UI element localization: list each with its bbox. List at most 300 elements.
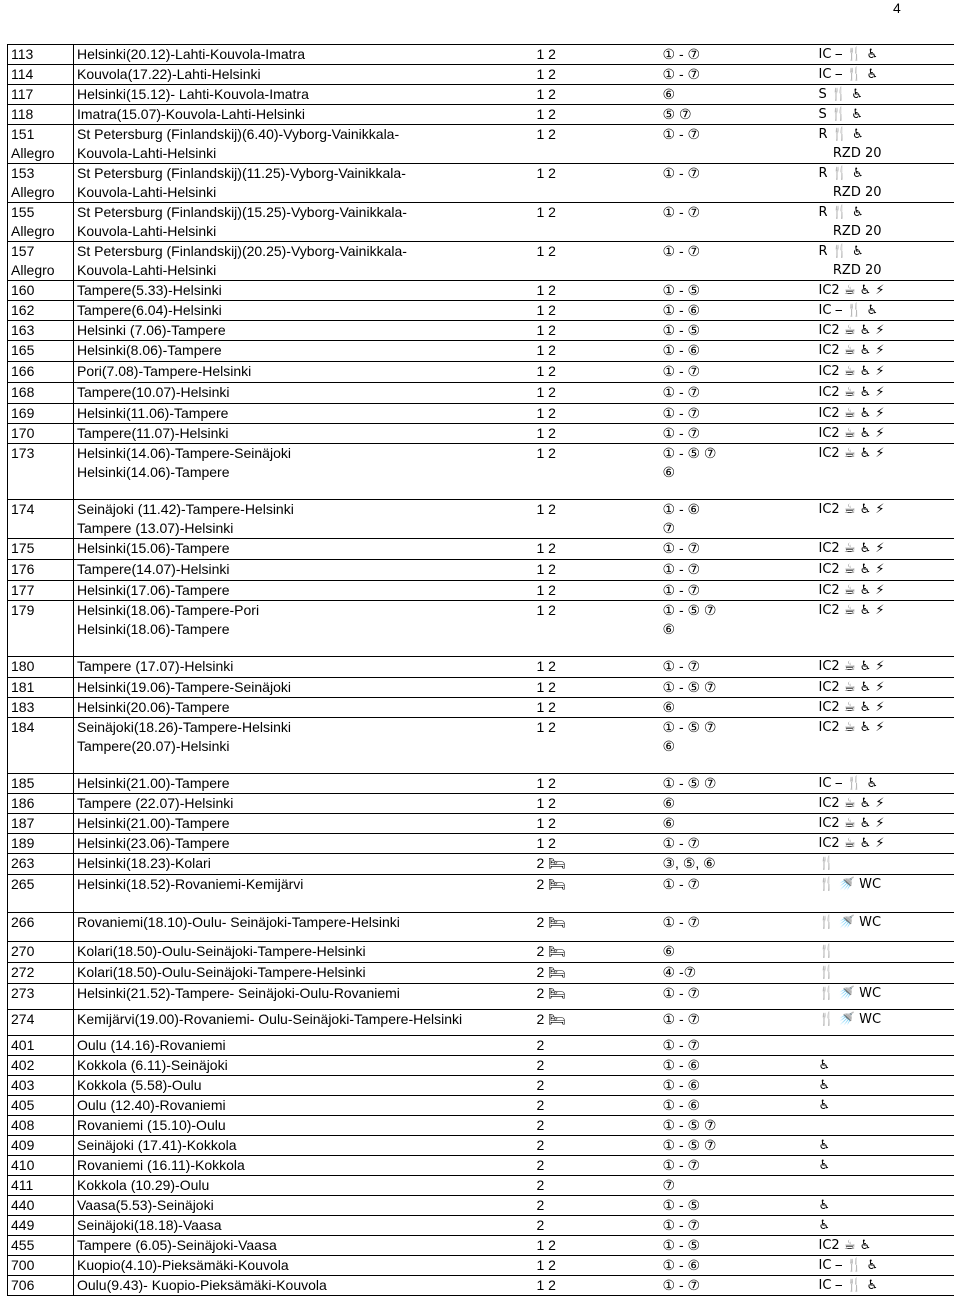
table-row (8, 1056, 954, 1076)
route-cell (74, 281, 534, 301)
services-cell (816, 1076, 954, 1096)
services-cell (816, 1096, 954, 1116)
service-icons: IC2 ☕ ♿ ⚡ (818, 562, 885, 577)
service-icons: IC2 ☕ ♿ ⚡ (818, 541, 885, 556)
route-line: St Petersburg (Finlandskij)(6.40)-Vyborg-Vainikkala- (77, 126, 400, 142)
train-number-cell (8, 1056, 74, 1076)
services-cell (816, 125, 954, 164)
days-cell (660, 1176, 816, 1196)
table-row (8, 1136, 954, 1156)
train-number: 440 (11, 1197, 35, 1213)
services-cell (816, 444, 954, 500)
days-cell (660, 1116, 816, 1136)
service-icons: IC2 ☕ ♿ ⚡ (818, 406, 885, 421)
service-icons: IC2 ☕ ♿ ⚡ (818, 659, 885, 674)
services-cell (816, 45, 954, 65)
table-row (8, 942, 954, 963)
route-cell (74, 85, 534, 105)
table-row (8, 362, 954, 383)
route-cell (74, 444, 534, 500)
train-number-cell (8, 963, 74, 984)
route-cell (74, 718, 534, 774)
route-line: Helsinki(18.06)-Tampere (77, 621, 230, 637)
train-number: 162 (11, 302, 35, 318)
travel-class: 2 (536, 1077, 545, 1093)
days-cell (660, 301, 816, 321)
train-number-cell (8, 1036, 74, 1056)
table-row (8, 341, 954, 362)
operating-days: ① - ⑦ (662, 540, 701, 556)
days-cell (660, 362, 816, 383)
route-line: Rovaniemi (15.10)-Oulu (77, 1117, 226, 1133)
travel-class: 1 2 (536, 282, 556, 298)
train-number-cell (8, 45, 74, 65)
operating-days: ① - ⑤ ⑦ (662, 445, 717, 461)
days-cell (660, 1036, 816, 1056)
route-line: Tampere (17.07)-Helsinki (77, 658, 234, 674)
days-cell (660, 383, 816, 404)
train-number-cell (8, 341, 74, 362)
table-row (8, 834, 954, 854)
class-cell (534, 424, 660, 444)
route-cell (74, 105, 534, 125)
train-number-cell (8, 774, 74, 794)
class-cell (534, 301, 660, 321)
table-row (8, 45, 954, 65)
travel-class: 2 🛏 (536, 964, 566, 980)
route-line: Helsinki(21.00)-Tampere (77, 775, 230, 791)
services-cell (816, 1236, 954, 1256)
train-number-cell (8, 1096, 74, 1116)
travel-class: 1 2 (536, 204, 556, 220)
train-number-cell (8, 913, 74, 942)
service-icons: 🍴 🚿 WC (818, 1012, 882, 1027)
class-cell (534, 1056, 660, 1076)
operating-days: ① - ⑦ (662, 582, 701, 598)
table-row (8, 774, 954, 794)
travel-class: 2 🛏 (536, 855, 566, 871)
days-cell (660, 854, 816, 875)
train-number: 706 (11, 1277, 35, 1293)
services-cell (816, 657, 954, 678)
table-row (8, 1076, 954, 1096)
class-cell (534, 601, 660, 657)
operating-days: ⑥ (662, 621, 676, 637)
table-row (8, 854, 954, 875)
services-cell (816, 963, 954, 984)
route-line: Kokkola (10.29)-Oulu (77, 1177, 210, 1193)
operating-days: ① - ⑤ (662, 282, 701, 298)
service-icons: IC2 ☕ ♿ (818, 1238, 872, 1253)
route-line: St Petersburg (Finlandskij)(20.25)-Vyborg-Vainikkala- (77, 243, 407, 259)
class-cell (534, 1096, 660, 1116)
operating-days: ① - ⑥ (662, 1097, 701, 1113)
days-cell (660, 1136, 816, 1156)
train-number: 151 (11, 126, 35, 142)
class-cell (534, 698, 660, 718)
route-line: Tampere(6.04)-Helsinki (77, 302, 222, 318)
train-number: 114 (11, 66, 34, 82)
travel-class: 1 2 (536, 1277, 556, 1293)
route-line: Kokkola (5.58)-Oulu (77, 1077, 202, 1093)
travel-class: 1 2 (536, 322, 556, 338)
table-row (8, 301, 954, 321)
operating-days: ① - ⑤ ⑦ (662, 679, 717, 695)
travel-class: 2 🛏 (536, 914, 566, 930)
services-cell (816, 1256, 954, 1276)
route-line: Tampere(14.07)-Helsinki (77, 561, 230, 577)
table-row (8, 203, 954, 242)
train-number-cell (8, 1256, 74, 1276)
services-cell (816, 1156, 954, 1176)
rzd-class-label: RZD 20 (832, 224, 882, 239)
services-cell (816, 1276, 954, 1296)
table-row (8, 105, 954, 125)
route-cell (74, 854, 534, 875)
route-cell (74, 65, 534, 85)
operating-days: ⑥ (662, 795, 676, 811)
table-row (8, 1096, 954, 1116)
travel-class: 2 🛏 (536, 943, 566, 959)
route-cell (74, 875, 534, 913)
route-line: Helsinki (7.06)-Tampere (77, 322, 226, 338)
route-cell (74, 814, 534, 834)
route-line: Tampere(5.33)-Helsinki (77, 282, 222, 298)
operating-days: ① - ⑦ (662, 1011, 701, 1027)
days-cell (660, 1096, 816, 1116)
operating-days: ③, ⑤, ⑥ (662, 855, 716, 871)
class-cell (534, 1036, 660, 1056)
train-number: 168 (11, 384, 35, 400)
route-line: Kolari(18.50)-Oulu-Seinäjoki-Tampere-Helsinki (77, 964, 366, 980)
train-number: 270 (11, 943, 35, 959)
days-cell (660, 657, 816, 678)
train-number: 401 (11, 1037, 35, 1053)
table-row (8, 424, 954, 444)
table-row (8, 581, 954, 601)
travel-class: 2 (536, 1177, 545, 1193)
travel-class: 1 2 (536, 602, 556, 618)
class-cell (534, 718, 660, 774)
services-cell (816, 383, 954, 404)
route-cell (74, 242, 534, 281)
operating-days: ⑤ ⑦ (662, 106, 692, 122)
days-cell (660, 85, 816, 105)
operating-days: ① - ⑤ (662, 322, 701, 338)
service-icons: R 🍴 ♿ (818, 205, 864, 220)
service-icons: IC2 ☕ ♿ ⚡ (818, 446, 885, 461)
route-line: Kouvola-Lahti-Helsinki (77, 223, 217, 239)
route-line: Helsinki(23.06)-Tampere (77, 835, 230, 851)
services-cell (816, 698, 954, 718)
route-line: Helsinki(17.06)-Tampere (77, 582, 230, 598)
route-cell (74, 1176, 534, 1196)
train-number-cell (8, 1136, 74, 1156)
days-cell (660, 678, 816, 698)
route-cell (74, 581, 534, 601)
train-number: 409 (11, 1137, 35, 1153)
table-row (8, 601, 954, 657)
days-cell (660, 794, 816, 814)
services-cell (816, 1216, 954, 1236)
train-number-cell (8, 1176, 74, 1196)
route-line: Tampere(10.07)-Helsinki (77, 384, 230, 400)
train-number-cell (8, 601, 74, 657)
operating-days: ⑥ (662, 699, 676, 715)
class-cell (534, 854, 660, 875)
service-icons: 🍴 🚿 WC (818, 877, 882, 892)
table-row (8, 875, 954, 913)
table-row (8, 718, 954, 774)
train-number: 165 (11, 342, 35, 358)
travel-class: 2 (536, 1217, 545, 1233)
operating-days: ① - ⑦ (662, 363, 701, 379)
travel-class: 1 2 (536, 405, 556, 421)
train-number-cell (8, 814, 74, 834)
operating-days: ① - ⑦ (662, 66, 701, 82)
services-cell (816, 814, 954, 834)
operating-days: ① - ⑦ (662, 384, 701, 400)
table-row (8, 560, 954, 581)
route-line: Tampere(11.07)-Helsinki (77, 425, 229, 441)
travel-class: 2 (536, 1137, 545, 1153)
services-cell (816, 321, 954, 341)
table-row (8, 794, 954, 814)
train-brand: Allegro (11, 223, 55, 239)
services-cell (816, 875, 954, 913)
table-row (8, 539, 954, 560)
train-number-cell (8, 65, 74, 85)
service-icons: IC ⎯ 🍴 ♿ (818, 303, 879, 318)
route-line: Kemijärvi(19.00)-Rovaniemi- Oulu-Seinäjoki-Tampere-Helsinki (77, 1011, 463, 1027)
class-cell (534, 164, 660, 203)
travel-class: 1 2 (536, 699, 556, 715)
page-number: 4 (893, 0, 901, 16)
route-line: Helsinki(21.00)-Tampere (77, 815, 230, 831)
service-icons: ♿ (818, 1218, 831, 1233)
travel-class: 1 2 (536, 342, 556, 358)
train-number: 176 (11, 561, 35, 577)
days-cell (660, 65, 816, 85)
days-cell (660, 963, 816, 984)
train-number-cell (8, 444, 74, 500)
services-cell (816, 1196, 954, 1216)
operating-days: ⑥ (662, 738, 676, 754)
travel-class: 1 2 (536, 165, 556, 181)
operating-days: ① - ⑥ (662, 501, 701, 517)
train-number: 405 (11, 1097, 35, 1113)
services-cell (816, 794, 954, 814)
table-row (8, 85, 954, 105)
route-line: Helsinki(14.06)-Tampere-Seinäjoki (77, 445, 291, 461)
train-number: 169 (11, 405, 35, 421)
days-cell (660, 203, 816, 242)
train-number-cell (8, 942, 74, 963)
service-icons: IC ⎯ 🍴 ♿ (818, 67, 879, 82)
services-cell (816, 404, 954, 424)
route-cell (74, 383, 534, 404)
travel-class: 1 2 (536, 561, 556, 577)
route-line: Kouvola-Lahti-Helsinki (77, 262, 217, 278)
operating-days: ⑥ (662, 943, 676, 959)
travel-class: 2 (536, 1097, 545, 1113)
days-cell (660, 913, 816, 942)
table-row (8, 1216, 954, 1236)
table-row (8, 281, 954, 301)
route-line: Tampere (13.07)-Helsinki (77, 520, 234, 536)
days-cell (660, 1010, 816, 1036)
route-line: Helsinki(15.06)-Tampere (77, 540, 230, 556)
train-number: 157 (11, 243, 35, 259)
rzd-class-label: RZD 20 (832, 146, 882, 161)
table-row (8, 913, 954, 942)
route-line: Kouvola-Lahti-Helsinki (77, 145, 217, 161)
train-number: 166 (11, 363, 35, 379)
service-icons: ♿ (818, 1078, 831, 1093)
operating-days: ① - ⑤ (662, 1237, 701, 1253)
class-cell (534, 834, 660, 854)
rzd-class-label: RZD 20 (832, 185, 882, 200)
class-cell (534, 942, 660, 963)
train-number-cell (8, 1156, 74, 1176)
class-cell (534, 774, 660, 794)
operating-days: ① - ⑦ (662, 985, 701, 1001)
services-cell (816, 203, 954, 242)
operating-days: ① - ⑤ ⑦ (662, 602, 717, 618)
train-number-cell (8, 1236, 74, 1256)
services-cell (816, 581, 954, 601)
route-line: Helsinki(8.06)-Tampere (77, 342, 222, 358)
travel-class: 1 2 (536, 835, 556, 851)
route-line: Kolari(18.50)-Oulu-Seinäjoki-Tampere-Helsinki (77, 943, 366, 959)
class-cell (534, 85, 660, 105)
train-brand: Allegro (11, 145, 55, 161)
route-cell (74, 1196, 534, 1216)
train-number: 184 (11, 719, 35, 735)
travel-class: 1 2 (536, 775, 556, 791)
travel-class: 1 2 (536, 126, 556, 142)
days-cell (660, 560, 816, 581)
travel-class: 1 2 (536, 501, 556, 517)
route-cell (74, 1036, 534, 1056)
train-number-cell (8, 362, 74, 383)
operating-days: ① - ⑦ (662, 1157, 701, 1173)
operating-days: ① - ⑦ (662, 914, 701, 930)
class-cell (534, 444, 660, 500)
services-cell (816, 984, 954, 1010)
train-number-cell (8, 539, 74, 560)
operating-days: ⑦ (662, 1177, 676, 1193)
train-number: 265 (11, 876, 35, 892)
days-cell (660, 875, 816, 913)
travel-class: 1 2 (536, 540, 556, 556)
route-line: St Petersburg (Finlandskij)(11.25)-Vyborg-Vainikkala- (77, 165, 406, 181)
class-cell (534, 281, 660, 301)
route-line: Helsinki(21.52)-Tampere- Seinäjoki-Oulu-Rovaniemi (77, 985, 400, 1001)
class-cell (534, 362, 660, 383)
train-number-cell (8, 875, 74, 913)
service-icons: IC2 ☕ ♿ ⚡ (818, 796, 885, 811)
days-cell (660, 45, 816, 65)
operating-days: ① - ⑦ (662, 425, 701, 441)
route-cell (74, 1156, 534, 1176)
class-cell (534, 581, 660, 601)
train-number: 408 (11, 1117, 35, 1133)
route-line: Oulu (12.40)-Rovaniemi (77, 1097, 226, 1113)
travel-class: 1 2 (536, 86, 556, 102)
class-cell (534, 242, 660, 281)
operating-days: ① - ⑥ (662, 1057, 701, 1073)
route-cell (74, 45, 534, 65)
table-row (8, 444, 954, 500)
train-number: 173 (11, 445, 35, 461)
route-cell (74, 1096, 534, 1116)
train-number: 113 (11, 46, 34, 62)
class-cell (534, 65, 660, 85)
class-cell (534, 1236, 660, 1256)
days-cell (660, 321, 816, 341)
class-cell (534, 341, 660, 362)
route-cell (74, 913, 534, 942)
service-icons: ♿ (818, 1198, 831, 1213)
table-row (8, 1010, 954, 1036)
travel-class: 1 2 (536, 658, 556, 674)
route-cell (74, 539, 534, 560)
train-number: 163 (11, 322, 35, 338)
class-cell (534, 1076, 660, 1096)
table-row (8, 500, 954, 539)
class-cell (534, 1116, 660, 1136)
service-icons: IC2 ☕ ♿ ⚡ (818, 720, 885, 735)
route-cell (74, 404, 534, 424)
service-icons: R 🍴 ♿ (818, 127, 864, 142)
travel-class: 1 2 (536, 1237, 556, 1253)
route-line: Oulu(9.43)- Kuopio-Pieksämäki-Kouvola (77, 1277, 327, 1293)
route-cell (74, 203, 534, 242)
services-cell (816, 85, 954, 105)
days-cell (660, 1196, 816, 1216)
train-number: 266 (11, 914, 35, 930)
service-icons: IC2 ☕ ♿ ⚡ (818, 385, 885, 400)
operating-days: ① - ⑦ (662, 1217, 701, 1233)
route-cell (74, 774, 534, 794)
train-number: 180 (11, 658, 35, 674)
train-number-cell (8, 794, 74, 814)
class-cell (534, 1156, 660, 1176)
services-cell (816, 774, 954, 794)
train-number: 189 (11, 835, 35, 851)
travel-class: 1 2 (536, 679, 556, 695)
train-number: 449 (11, 1217, 35, 1233)
table-row (8, 1116, 954, 1136)
train-brand: Allegro (11, 262, 55, 278)
operating-days: ① - ⑦ (662, 243, 701, 259)
days-cell (660, 1276, 816, 1296)
days-cell (660, 125, 816, 164)
services-cell (816, 1136, 954, 1156)
services-cell (816, 718, 954, 774)
service-icons: IC2 ☕ ♿ ⚡ (818, 816, 885, 831)
route-line: Helsinki(18.23)-Kolari (77, 855, 211, 871)
class-cell (534, 539, 660, 560)
train-number: 155 (11, 204, 35, 220)
route-line: Seinäjoki (11.42)-Tampere-Helsinki (77, 501, 294, 517)
train-number-cell (8, 560, 74, 581)
service-icons: 🍴 (818, 944, 835, 959)
route-line: Tampere (6.05)-Seinäjoki-Vaasa (77, 1237, 277, 1253)
operating-days: ⑥ (662, 464, 676, 480)
train-number-cell (8, 500, 74, 539)
